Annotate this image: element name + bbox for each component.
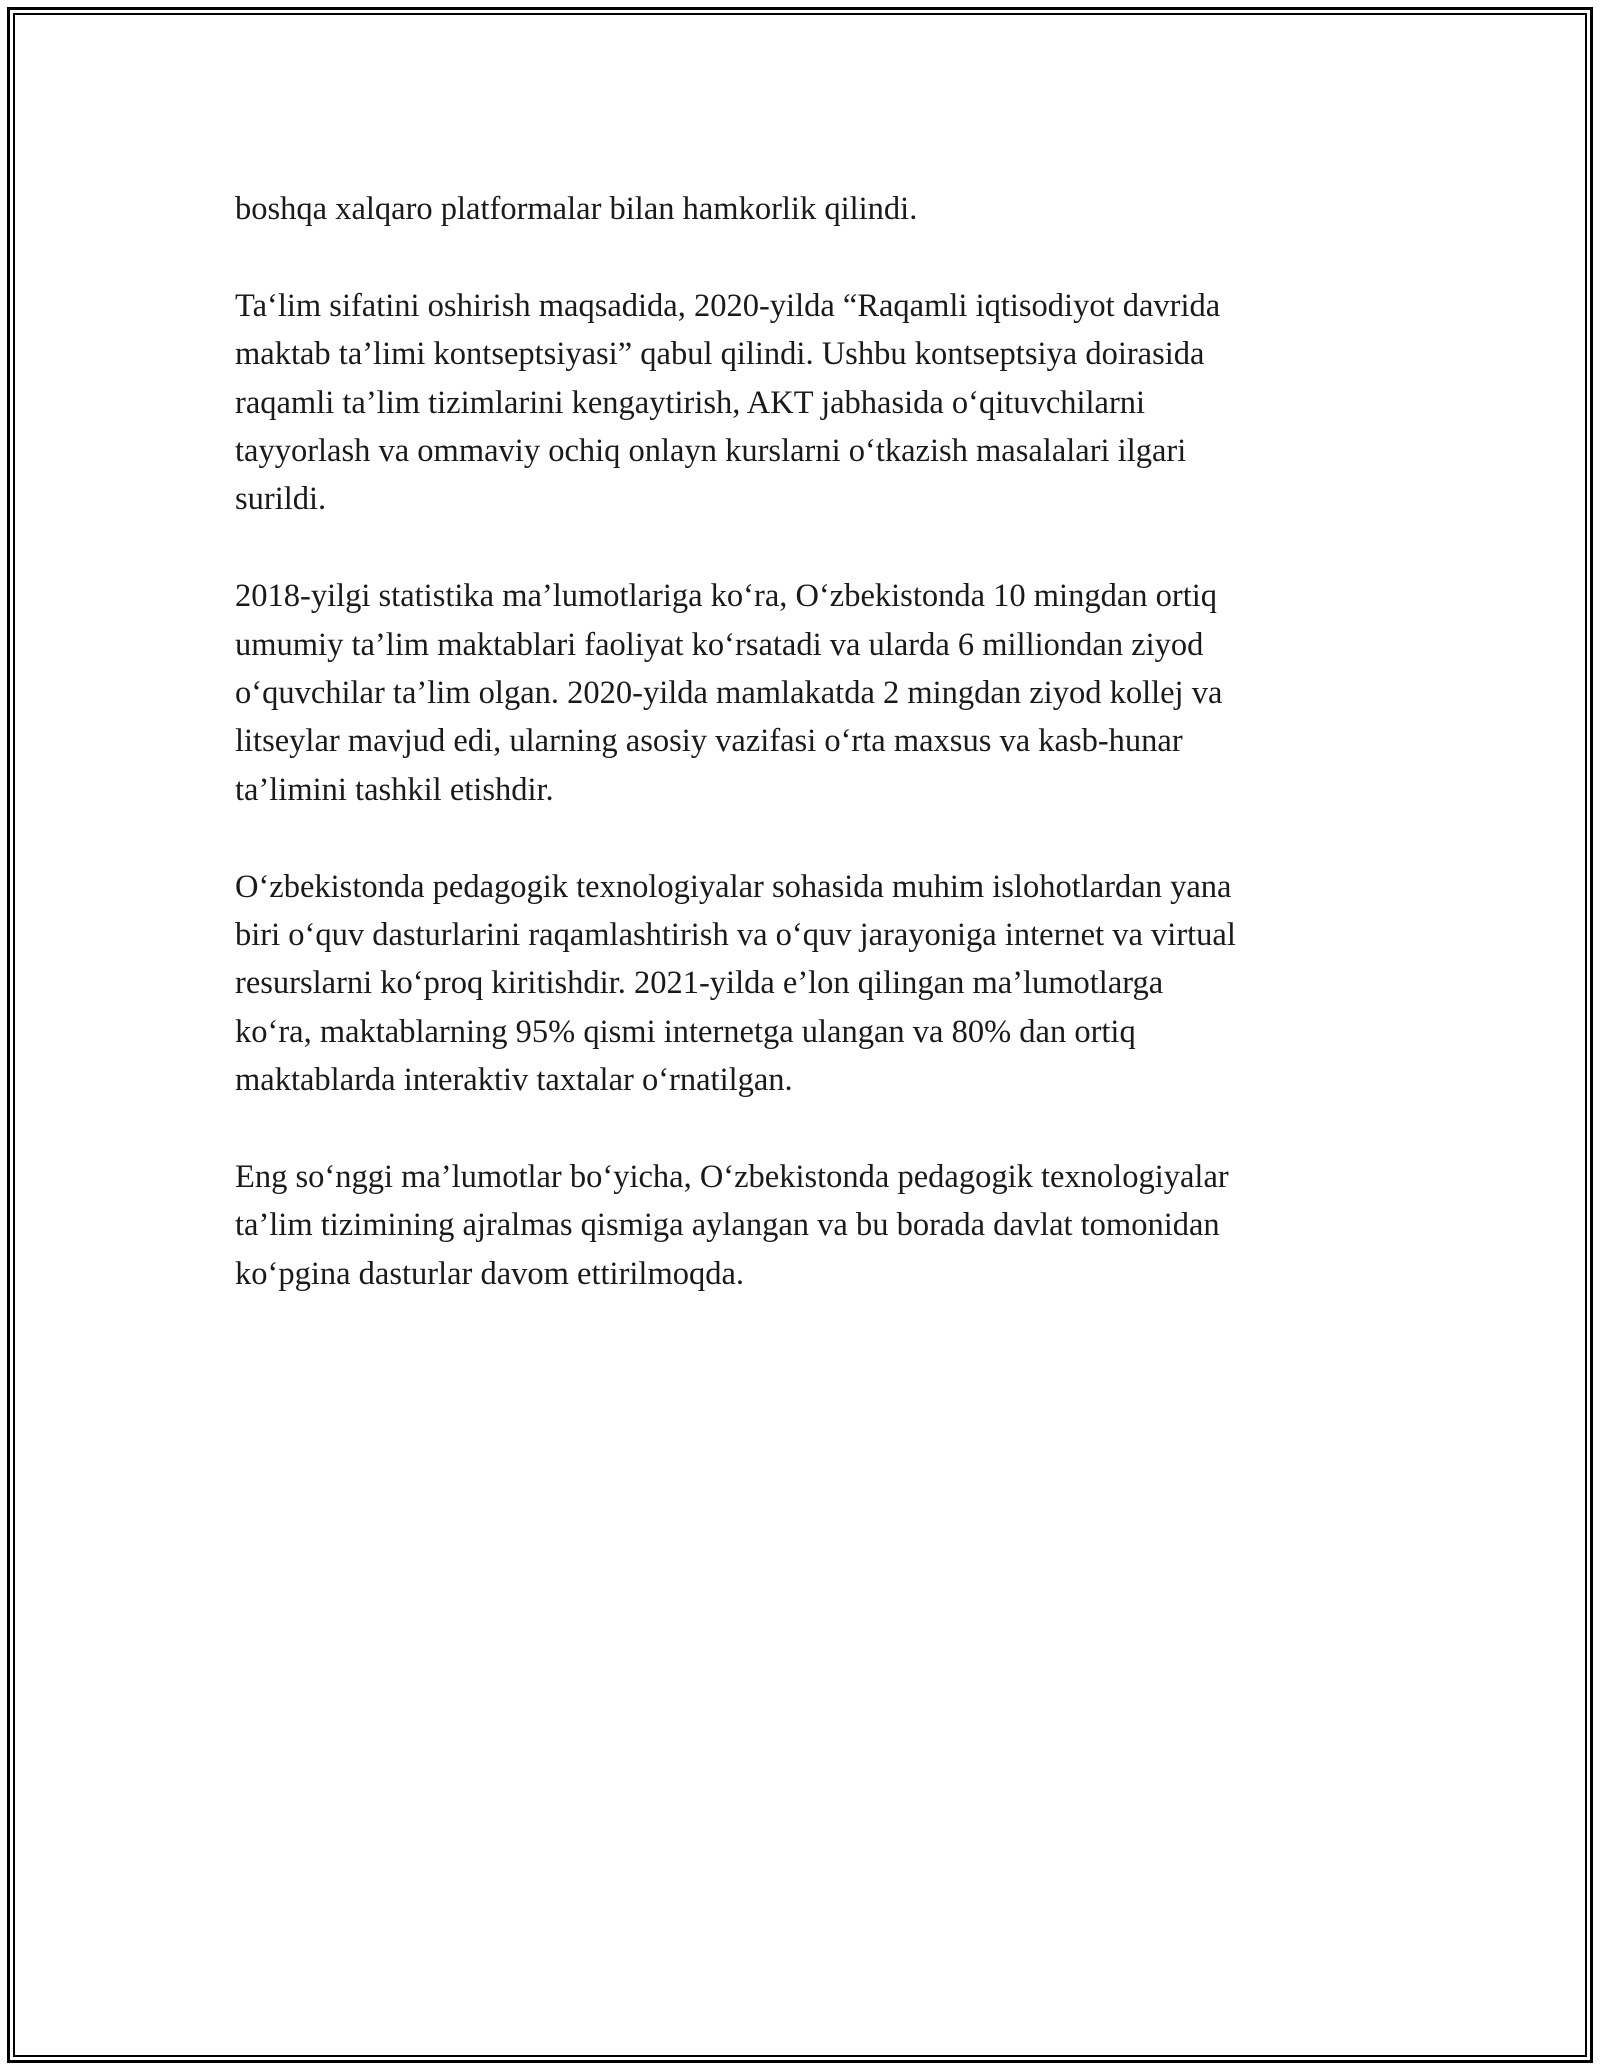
text-line: boshqa xalqaro platformalar bilan hamkorlik qilindi. <box>235 191 918 227</box>
text-line: ko‘pgina dasturlar davom ettirilmoqda. <box>235 1255 745 1292</box>
text-line: maktab ta’limi kontseptsiyasi” qabul qilindi. Ushbu kontseptsiya doirasida <box>235 336 1205 373</box>
text-line: maktablarda interaktiv taxtalar o‘rnatilgan. <box>235 1062 793 1099</box>
document-body <box>235 185 1385 1347</box>
text-line: ko‘ra, maktablarning 95% qismi internetga ulangan va 80% dan ortiq <box>235 1013 1136 1050</box>
text-line: surildi. <box>235 481 327 518</box>
text-line: Ta‘lim sifatini oshirish maqsadida, 2020-yilda “Raqamli iqtisodiyot davrida <box>235 287 1221 324</box>
text-line: raqamli ta’lim tizimlarini kengaytirish, AKT jabhasida o‘qituvchilarni <box>235 384 1146 421</box>
text-line: litseylar mavjud edi, ularning asosiy vazifasi o‘rta maxsus va kasb-hunar <box>235 723 1183 760</box>
paragraph <box>235 185 1385 233</box>
paragraph <box>235 282 1385 524</box>
text-line: umumiy ta’lim maktablari faoliyat ko‘rsatadi va ularda 6 milliondan ziyod <box>235 626 1204 663</box>
text-line: biri o‘quv dasturlarini raqamlashtirish va o‘quv jarayoniga internet va virtual <box>235 917 1236 954</box>
text-line: ta’lim tizimining ajralmas qismiga aylangan va bu borada davlat tomonidan <box>235 1207 1220 1244</box>
paragraph <box>235 572 1385 814</box>
text-line: 2018-yilgi statistika ma’lumotlariga ko‘ra, O‘zbekistonda 10 mingdan ortiq <box>235 578 1218 615</box>
text-line: ta’limini tashkil etishdir. <box>235 771 554 808</box>
text-line: O‘zbekistonda pedagogik texnologiyalar sohasida muhim islohotlardan yana <box>235 868 1232 905</box>
text-line: o‘quvchilar ta’lim olgan. 2020-yilda mamlakatda 2 mingdan ziyod kollej va <box>235 675 1223 712</box>
text-line: resurslarni ko‘proq kiritishdir. 2021-yilda e’lon qilingan ma’lumotlarga <box>235 965 1164 1002</box>
text-line: tayyorlash va ommaviy ochiq onlayn kurslarni o‘tkazish masalalari ilgari <box>235 433 1187 470</box>
paragraph <box>235 1153 1385 1298</box>
paragraph <box>235 863 1385 1105</box>
text-line: Eng so‘nggi ma’lumotlar bo‘yicha, O‘zbekistonda pedagogik texnologiyalar <box>235 1159 1229 1196</box>
